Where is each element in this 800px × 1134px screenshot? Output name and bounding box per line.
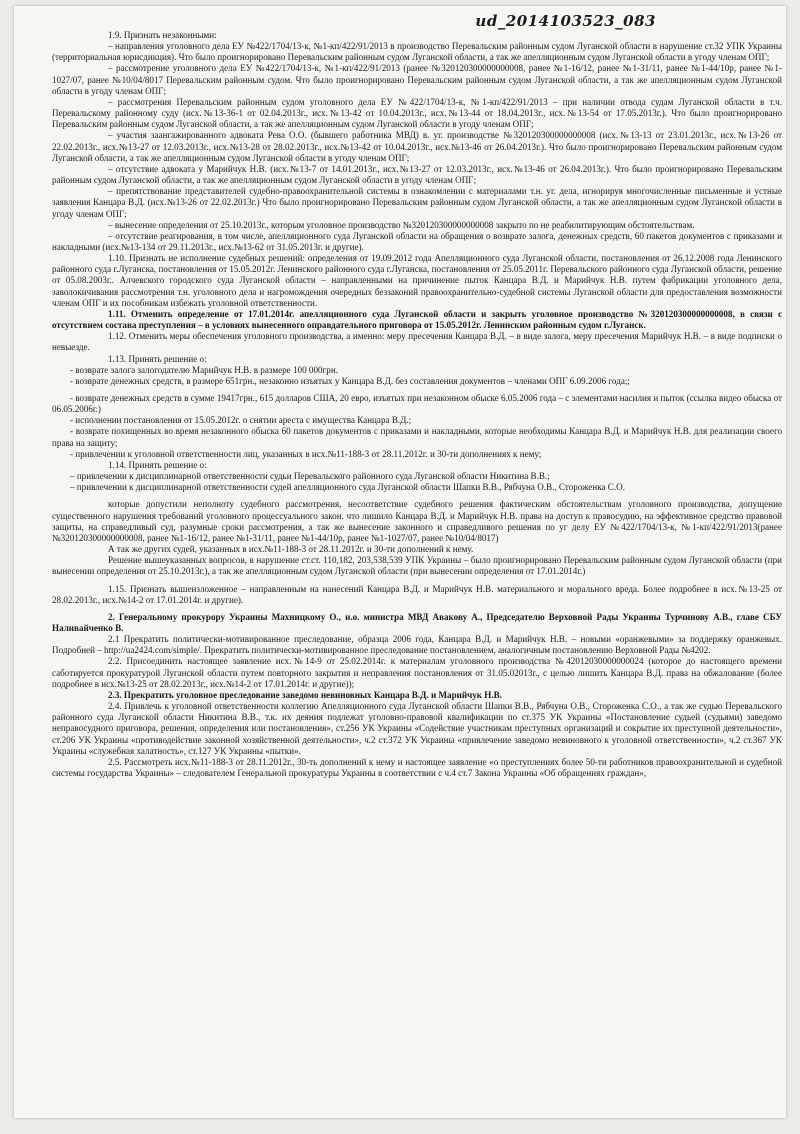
document-paragraph: 2.1 Прекратить политически-мотивированное преследование, образца 2006 года, Канцара В.Д. и Марийчук Н.В. – новыми «оранжевыми» за поддержку оранжевых. Подробней – http://ua2424.com/simple/. Прекратить политически-мотивированное преследование постановлением, аналогичным постановлению Верховной Рады №4202. (52, 634, 782, 656)
document-paragraph: – рассмотрения Перевальским районным судом уголовного дела ЕУ №422/1704/13-к, №1-кп/422/91/2013 – при наличии отвода судам Луганской области в т.ч. Перевальскому районному суду (исх.№13-36-1 от 02.04.2013г., исх.№13-42 от 10.04.2013г., исх.№13-44 от 18.04.2013г., исх.№13-54 от 17.05.2013г.). Что было проигнорировано Перевальским районным судом Луганской области, а так же апелляционным судом Луганской области в угоду членам ОПГ; (52, 96, 782, 130)
document-paragraph: 1.11. Отменить определение от 17.01.2014г. апелляционного суда Луганской области и закрыть уголовное производство №320120300000000008, в связи с отсутствием состава преступления – в условиях вынесенного оправдательного приговора от 15.05.2012г. Ленинским районным судом г.Луганск. (52, 308, 782, 331)
document-body (52, 30, 782, 779)
document-paragraph: 2. Генеральному прокурору Украины Махницкому О., и.о. министра МВД Авакову А., Председателю Верховной Рады Украины Турчинову А.В., главе СБУ Наливайченко В. (52, 611, 782, 633)
document-paragraph: Решение вышеуказанных вопросов, в нарушение ст.ст. 110,182, 203,538,539 УПК Украины – было проигнорировано Перевальским районным судом Луганской области (при вынесении определения от 25.10.2013г.), а так же апелляционным судом Луганской области (при вынесении определения от 17.01.2014г.) (52, 555, 782, 577)
document-paragraph: 1.14. Принять решение о: (108, 459, 207, 470)
document-paragraph: - возврате похищенных во время незаконного обыска 60 пакетов документов с приказами и накладными, которые необходимы Канцара В.Д. и Марийчук Н.В. для реализации своего права на защиту; (52, 426, 782, 448)
document-paragraph: 2.3. Прекратить уголовное преследование заведомо невиновных Канцара В.Д. и Марийчук Н.В. (108, 689, 502, 700)
document-paragraph: - возврате залога залогодателю Марийчук Н.В. в размере 100 000грн. (70, 364, 338, 375)
document-paragraph: - возврате денежных средств, в размере 651грн., незаконно изъятых у Канцара В.Д. без составления документов – членами ОПГ 6.09.2006 года;; (70, 375, 630, 386)
document-paragraph: – препятствование представителей судебно-правоохранительной системы в ознакомлении с материалами т.н. уг. дела, игнорируя многочисленные письменные и устные заявления Канцара В.Д. (исх.№13-26 от 22.02.2013г.) Что было проигнорировано Перевальским районным судом Луганской области, а так же апелляционным судом Луганской области в угоду членам ОПГ; (52, 186, 782, 219)
document-paragraph: 1.10. Признать не исполнение судебных решений: определения от 19.09.2012 года Апелляционного суда Луганской области, постановления от 26.12.2008 года Ленинского районного суда г.Луганска, постановления от 15.05.2012г. Ленинского районного суда г.Луганска, постановления от 25.05.2011г. Перевальского районного суда Луганской области, решение от 05.08.2003г.. Алчевского городского суда Луганской области – направленными на причинение пыток Канцара В.Д. и Марийчук Н.В. путем фабрикации уголовного дела, заволокичивания рассмотрения т.н. уголовного дела и нагромождения очередных беззаконий правоохранительно-судебной системы Луганской области для предоставления возможности членам ОПГ и их пособникам избежать уголовной ответственности. (52, 253, 782, 308)
document-paragraph: – вынесение определения от 25.10.2013г., которым уголовное производство №320120300000000008 закрыто по не реабилитирующим обстоятельствам. (108, 219, 695, 230)
document-paragraph: - возврате денежных средств в сумме 19417грн., 615 долларов США, 20 евро, изъятых при незаконном обыске 6.05.2006 года – с элементами насилия и пыток (ссылка видео обыска от 06.05.2006г.) (52, 393, 782, 415)
document-paragraph: 1.9. Признать незаконными: (108, 30, 217, 40)
document-paragraph: которые допустили неполноту судебного рассмотрения, несоответствие судебного решения фактическим обстоятельствам уголовного производства, допущение существенного нарушения требований уголовного процессуального закон. что лишило Канцара В.Д. и Марийчук Н.В. права на доступ к правосудию, на эффективное средство правовой защиты, на справедливый суд, разумные сроки рассмотрения, а так же вынесение законного и справедливого решения по уг делу ЕУ №422/1704/13-к, №1-кп/422/91/2013(ранее №320120300000000008, ранее №1-16/12, ранее №1-31/11, ранее №1-44/10р, ранее №1-1027/07, ранее №10/04/8017) (52, 499, 782, 543)
document-paragraph: – отсутствие реагирования, в том числе, апелляционного суда Луганской области на обращения о возврате залога, денежных средств, 60 пакетов документов с приказами и накладными (исх.№13-134 от 29.11.2013г., исх.№13-62 от 31.05.2013г. и другие). (52, 230, 782, 252)
document-paragraph: – отсутствие адвоката у Марийчук Н.В. (исх.№13-7 от 14.01.2013г., исх.№13-27 от 12.03.2013г., исх.№13-46 от 26.04.2013г.). Что было проигнорировано Перевальским районным судом Луганской области, а так же апелляционным судом Луганской области в угоду членам ОПГ; (52, 163, 782, 186)
document-paragraph: 1.13. Принять решение о: (108, 353, 207, 364)
document-page (14, 6, 786, 1118)
document-paragraph: – участия заангажированного адвоката Рева О.О. (бывшего работника МВД) в. уг. производстве №320120300000000008 (исх.№13-13 от 23.01.2013г., исх.№13-26 от 22.02.2013г., исх.№13-27 от 12.03.2013г., исх.№13-28 от 28.02.2013г., исх.№13-42 от 10.04.2013г., исх.№13-46 от 26.04.2013г.). Что было проигнорировано Перевальским районным судом Луганской области, а так же апелляционным судом Луганской области в угоду членам ОПГ; (52, 130, 782, 163)
document-paragraph: - привлечении к уголовной ответственности лиц, указанных в исх.№11-188-3 от 28.11.2012г. и 30-ти дополнениях к нему; (70, 448, 542, 459)
document-paragraph: – направления уголовного дела ЕУ №422/1704/13-к, №1-кп/422/91/2013 в производство Перевальским районным судом Луганской области в нарушение ст.32 УПК Украины (территориальная юрисдикция). Что было проигнорировано Перевальским районным судом Луганской области, а так же апелляционным судом Луганской области в угоду членам ОПГ; (52, 41, 782, 63)
document-paragraph: 1.12. Отменить меры обеспечения уголовного производства, а именно: меру пресечения Канцара В.Д. – в виде залога, меру пресечения Марийчук Н.В. – в виде подписки о невыезде. (52, 331, 782, 353)
document-id-stamp: ud_2014103523_083 (475, 12, 656, 30)
document-paragraph: - исполнении постановления от 15.05.2012г. о снятии ареста с имущества Канцара В.Д.; (70, 415, 412, 426)
document-paragraph: 2.2. Присоединить настоящее заявление исх.№14-9 от 25.02.2014г. к материалам уголовного производства №42012030000000024 (которое до настоящего времени саботируется прокуратурой Луганской области путем повторного закрытия и неправления постановления от 31.05.02013г., с целью лишить Канцара В.Д. права на обжалование (более подробнее в исх.№13-25 от 28.02.2013г., исх.№14-2 от 17.01.2014г. и другие)); (52, 656, 782, 689)
document-paragraph: А так же других судей, указанных в исх.№11-188-3 от 28.11.2012г. и 30-ти дополнений к нему. (108, 544, 474, 555)
document-paragraph: 2.4. Привлечь к уголовной ответственности коллегию Апелляционного суда Луганской области Шапки В.В., Рябчуна О.В., Стороженка С.О., а так же судью Перевальского районного суда Луганской области Никитина В.В., т.к. их деяния подлежат уголовно-правовой квалификации по ст.375 УК Украины «Постановление судьей (судьями) заведомо неправосудного приговора, решения, определения или постановления», ст.256 УК Украины «Содействие участникам преступных организаций и сокрытие их преступной деятельности», ст.206 УК Украины «противодействие законной хозяйственной деятельности», ч.2 ст.372 УК Украины «привлечение заведомо невиновного к уголовной ответственности», ч.2 ст.367 УК Украины «служебная халатность», ст.127 УК Украины «пытки». (52, 701, 782, 756)
document-paragraph: – рассмотрение уголовного дела ЕУ №422/1704/13-к, №1-кп/422/91/2013 (ранее №320120300000000008, ранее №1-16/12, ранее №1-31/11, ранее №1-44/10р, ранее №1-1027/07, ранее №10/04/8017 Перевальским районным судом. Что было проигнорировано Перевальским районным судом Луганской области, а так же апелляционным судом Луганской области в угоду членам ОПГ; (52, 63, 782, 96)
document-paragraph: – привлечении к дисциплинарной ответственности судьи Перевальского районного суда Луганской области Никитина В.В.; (70, 471, 550, 482)
document-paragraph: – привлечении к дисциплинарной ответственности судей апелляционного суда Луганской области Шапки В.В., Рябчуна О.В., Стороженка С.О. (70, 482, 625, 493)
document-paragraph: 1.15. Признать вышеизложенное – направленным на нанесений Канцара В.Д. и Марийчук Н.В. материального и морального вреда. Более подробнее в исх.№13-25 от 28.02.2013г., исх.№14-2 от 17.01.2014г. и другие). (52, 583, 782, 605)
document-paragraph: 2.5. Рассмотреть исх.№11-188-3 от 28.11.2012г., 30-ть дополнений к нему и настоящее заявление «о преступлениях более 50-ти работников правоохранительной и судебной системы государства Украины» – следователем Генеральной прокуратуры Украины в соответствии с ч.4 ст.7 Закона Украины «Об обращениях граждан», (52, 756, 782, 778)
